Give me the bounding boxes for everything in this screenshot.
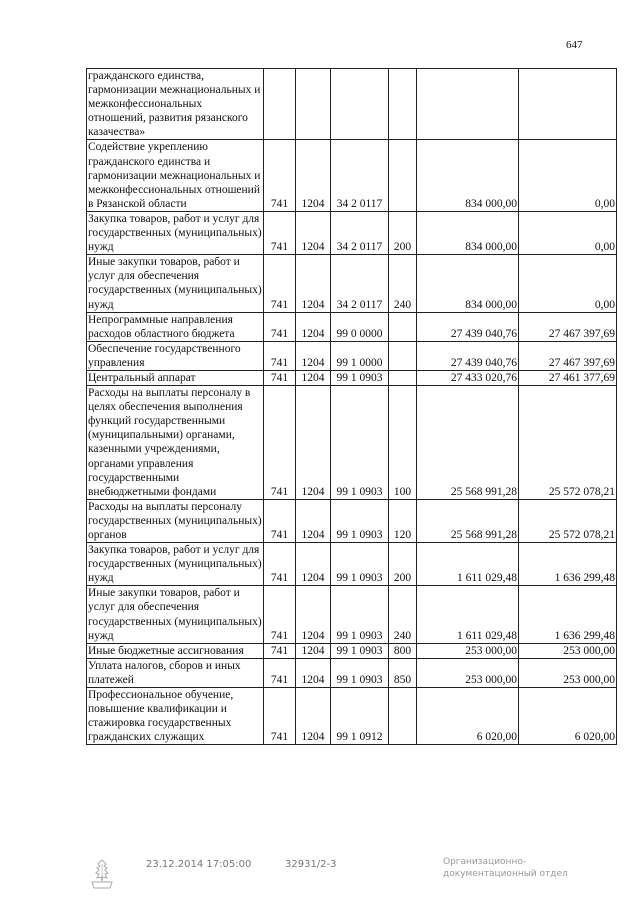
row-expense-type	[389, 370, 417, 385]
row-section-code: 1204	[296, 211, 331, 254]
row-name: Уплата налогов, сборов и иных платежей	[87, 658, 264, 687]
row-section-code: 1204	[296, 543, 331, 586]
row-amount-year2: 0,00	[519, 140, 617, 211]
table-row	[87, 386, 617, 500]
row-section-code	[296, 69, 331, 140]
row-target-article: 99 1 0903	[331, 370, 389, 385]
row-target-article: 99 1 0903	[331, 543, 389, 586]
row-grbs-code: 741	[264, 312, 296, 341]
row-amount-year1: 253 000,00	[417, 658, 519, 687]
row-amount-year2: 25 572 078,21	[519, 386, 617, 500]
row-name: Закупка товаров, работ и услуг для государственных (муниципальных) нужд	[88, 544, 262, 585]
budget-table-body	[87, 69, 617, 745]
row-grbs-code: 741	[264, 370, 296, 385]
table-row	[87, 370, 617, 385]
row-name: Закупка товаров, работ и услуг для государственных (муниципальных) нужд	[88, 212, 262, 254]
row-amount-year1: 6 020,00	[417, 688, 519, 745]
row-expense-type	[389, 341, 417, 370]
row-section-code: 1204	[296, 386, 331, 500]
row-amount-year1: 27 439 040,76	[417, 312, 519, 341]
row-grbs-code: 741	[264, 643, 296, 658]
row-target-article: 99 1 0903	[331, 658, 389, 687]
row-grbs-code: 741	[264, 543, 296, 586]
row-amount-year2: 25 572 078,21	[519, 499, 617, 542]
row-expense-type: 240	[389, 255, 417, 312]
row-expense-type: 850	[389, 658, 417, 687]
row-name: Непрограммные направления расходов областного бюджета	[87, 312, 264, 341]
row-section-code: 1204	[296, 688, 331, 745]
row-amount-year2: 27 467 397,69	[519, 312, 617, 341]
row-amount-year1: 27 439 040,76	[417, 341, 519, 370]
row-name: Профессиональное обучение, повышение квалификации и стажировка государственных гражданских служащих	[87, 688, 264, 745]
row-section-code: 1204	[296, 370, 331, 385]
row-amount-year2: 0,00	[519, 211, 617, 254]
row-grbs-code: 741	[264, 140, 296, 211]
row-section-code: 1204	[296, 658, 331, 687]
row-amount-year1: 27 433 020,76	[417, 370, 519, 385]
row-amount-year1: 1 611 029,48	[417, 543, 519, 586]
row-amount-year2: 253 000,00	[519, 643, 617, 658]
row-grbs-code: 741	[264, 586, 296, 643]
row-amount-year1: 25 568 991,28	[417, 386, 519, 500]
row-name: Иные бюджетные ассигнования	[87, 643, 264, 658]
table-row	[87, 69, 617, 140]
row-grbs-code: 741	[264, 499, 296, 542]
row-name: Обеспечение государственного управления	[87, 341, 264, 370]
row-amount-year2: 253 000,00	[519, 658, 617, 687]
row-target-article: 99 0 0000	[331, 312, 389, 341]
budget-table	[86, 68, 617, 745]
row-amount-year2: 6 020,00	[519, 688, 617, 745]
row-expense-type: 240	[389, 586, 417, 643]
row-section-code: 1204	[296, 312, 331, 341]
row-expense-type	[389, 140, 417, 211]
row-target-article: 99 1 0000	[331, 341, 389, 370]
row-amount-year1: 834 000,00	[417, 255, 519, 312]
row-grbs-code: 741	[264, 658, 296, 687]
document-number: 32931/2-3	[285, 859, 337, 870]
table-row	[87, 688, 617, 745]
coat-of-arms-icon	[88, 858, 116, 890]
row-section-code: 1204	[296, 140, 331, 211]
organization-stamp-line1: Организационно-	[443, 857, 527, 867]
organization-stamp-line2: документационный отдел	[443, 869, 568, 879]
row-grbs-code: 741	[264, 211, 296, 254]
row-name: Расходы на выплаты персоналу государственных (муниципальных) органов	[88, 500, 262, 541]
row-section-code: 1204	[296, 586, 331, 643]
row-amount-year2: 0,00	[519, 255, 617, 312]
row-amount-year2: 27 467 397,69	[519, 341, 617, 370]
table-row	[87, 211, 617, 254]
row-amount-year1: 25 568 991,28	[417, 499, 519, 542]
row-name: Центральный аппарат	[87, 370, 264, 385]
row-grbs-code: 741	[264, 688, 296, 745]
row-amount-year1: 253 000,00	[417, 643, 519, 658]
row-amount-year1	[417, 69, 519, 140]
row-target-article: 99 1 0912	[331, 688, 389, 745]
row-section-code: 1204	[296, 499, 331, 542]
row-name: Иные закупки товаров, работ и услуг для обеспечения государственных (муниципальных) нужд	[88, 587, 262, 642]
row-target-article: 99 1 0903	[331, 386, 389, 500]
row-target-article: 34 2 0117	[331, 211, 389, 254]
row-section-code: 1204	[296, 341, 331, 370]
table-row	[87, 643, 617, 658]
table-row	[87, 499, 617, 542]
row-target-article: 99 1 0903	[331, 499, 389, 542]
row-expense-type	[389, 312, 417, 341]
stamp-timestamp: 23.12.2014 17:05:00	[146, 859, 252, 870]
row-amount-year2: 1 636 299,48	[519, 586, 617, 643]
row-section-code: 1204	[296, 643, 331, 658]
row-expense-type: 200	[389, 543, 417, 586]
row-amount-year2: 1 636 299,48	[519, 543, 617, 586]
organization-stamp	[443, 856, 583, 880]
row-name: гражданского единства, гармонизации межнациональных и межконфессиональных отношений, развития рязанского казачества»	[87, 69, 264, 140]
row-expense-type	[389, 688, 417, 745]
row-amount-year2: 27 461 377,69	[519, 370, 617, 385]
row-name: Иные закупки товаров, работ и услуг для обеспечения государственных (муниципальных) нужд	[88, 256, 262, 311]
row-expense-type	[389, 69, 417, 140]
row-target-article: 34 2 0117	[331, 140, 389, 211]
row-section-code: 1204	[296, 255, 331, 312]
row-expense-type: 200	[389, 211, 417, 254]
row-grbs-code: 741	[264, 255, 296, 312]
table-row	[87, 658, 617, 687]
row-expense-type: 800	[389, 643, 417, 658]
row-target-article: 34 2 0117	[331, 255, 389, 312]
row-name: Расходы на выплаты персоналу в целях обеспечения выполнения функций государственными (муниципальными) органами, казенными учреждениями, органами управления государственными внебюджетными фондами	[87, 386, 264, 500]
row-name: Содействие укреплению гражданского единства и гармонизации межнациональных и межконфессиональных отношений в Рязанской области	[87, 140, 264, 211]
table-row	[87, 312, 617, 341]
table-row	[87, 341, 617, 370]
row-expense-type: 100	[389, 386, 417, 500]
table-row	[87, 586, 617, 643]
table-row	[87, 140, 617, 211]
table-row	[87, 543, 617, 586]
table-row	[87, 255, 617, 312]
page-number: 647	[566, 39, 583, 51]
row-target-article: 99 1 0903	[331, 586, 389, 643]
row-target-article	[331, 69, 389, 140]
row-amount-year2	[519, 69, 617, 140]
document-footer	[0, 858, 640, 898]
row-amount-year1: 1 611 029,48	[417, 586, 519, 643]
row-amount-year1: 834 000,00	[417, 211, 519, 254]
row-amount-year1: 834 000,00	[417, 140, 519, 211]
row-expense-type: 120	[389, 499, 417, 542]
row-grbs-code: 741	[264, 341, 296, 370]
row-target-article: 99 1 0903	[331, 643, 389, 658]
row-grbs-code: 741	[264, 386, 296, 500]
row-grbs-code	[264, 69, 296, 140]
